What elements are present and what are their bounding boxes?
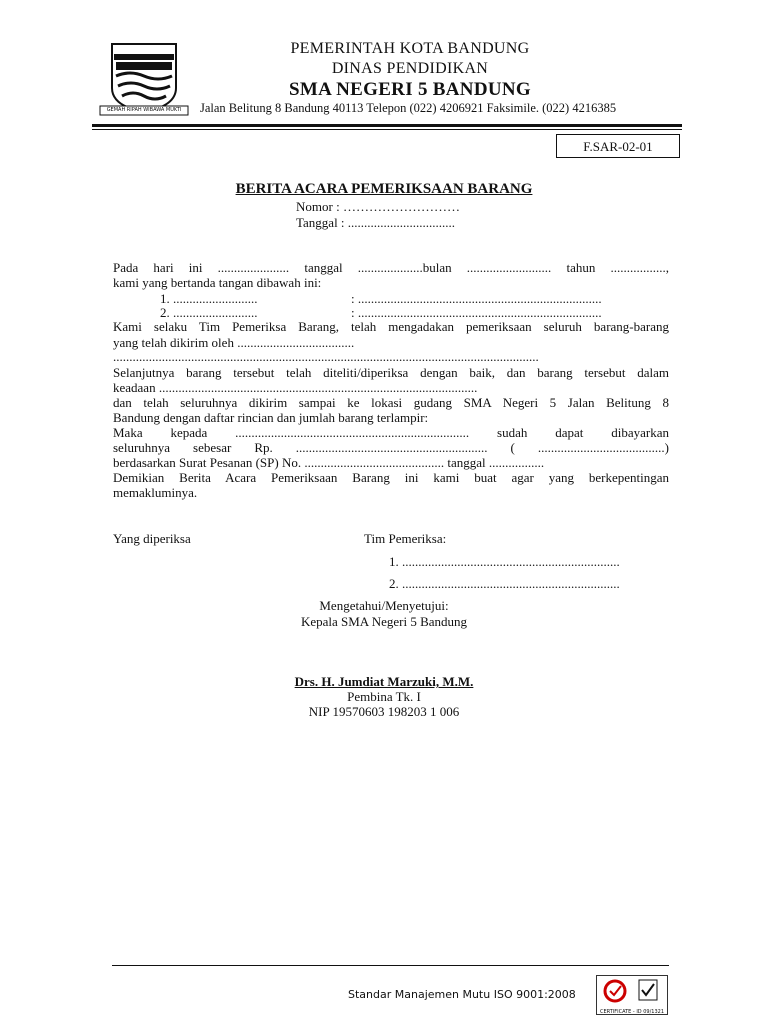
footer-rule <box>112 965 669 966</box>
nomor-line: Nomor : ……………………… <box>296 199 460 214</box>
logo-motto: GEMAH RIPAH WIBAWA MUKTI <box>106 107 182 113</box>
body-line-4: yang telah dikirim oleh .................................... <box>113 335 355 350</box>
signer-2-number: 2. .......................... <box>160 305 258 320</box>
header-government: PEMERINTAH KOTA BANDUNG <box>290 40 530 57</box>
examined-label: Yang diperiksa <box>113 531 191 546</box>
team-member-1: 1. ................................................................... <box>389 554 620 569</box>
iso-standard: Standar Manajemen Mutu ISO 9001:2008 <box>348 988 576 1001</box>
body-line-5: ................................................................................................................................... <box>113 349 539 364</box>
headmaster-title: Kepala SMA Negeri 5 Bandung <box>300 614 468 629</box>
body-line-9: Bandung dengan daftar rincian dan jumlah barang terlampir: <box>113 410 429 425</box>
body-line-8: dan telah seluruhnya dikirim sampai ke lokasi gudang SMA Negeri 5 Jalan Belitung 8 <box>113 395 669 410</box>
certificate-label: CERTIFICATE - ID 09/1321 <box>599 1009 665 1015</box>
form-code-box: F.SAR-02-01 <box>556 134 680 158</box>
team-label: Tim Pemeriksa: <box>364 531 447 546</box>
headmaster-name <box>0 674 768 690</box>
headmaster-nip: NIP 19570603 198203 1 006 <box>308 704 460 719</box>
header-department: DINAS PENDIDIKAN <box>331 60 489 77</box>
signer-1-value: : ........................................................................... <box>351 291 602 306</box>
body-line-10: Maka kepada ........................................................................ sudah dapat dibayarkan <box>113 425 669 440</box>
document-title <box>0 181 768 198</box>
team-member-2: 2. ................................................................... <box>389 576 620 591</box>
tanggal-line: Tanggal : ................................. <box>296 215 456 230</box>
body-line-11: seluruhnya sebesar Rp. ........................................................... ( .......................................) <box>113 440 669 455</box>
acknowledge-label: Mengetahui/Menyetujui: <box>319 598 449 613</box>
body-line-13: Demikian Berita Acara Pemeriksaan Barang ini kami buat agar yang berkepentingan <box>113 470 669 485</box>
body-line-12: berdasarkan Surat Pesanan (SP) No. ........................................... tanggal ................. <box>113 455 545 470</box>
body-line-7: keadaan .................................................................................................. <box>113 380 478 395</box>
body-line-1: Pada hari ini ...................... tanggal ....................bulan .......................... tahun ................., <box>113 260 669 275</box>
signer-2-value: : ........................................................................... <box>351 305 602 320</box>
headmaster-rank: Pembina Tk. I <box>347 689 421 704</box>
header-rule-thin <box>92 129 682 130</box>
document-title-text: BERITA ACARA PEMERIKSAAN BARANG <box>235 181 533 197</box>
body-line-2: kami yang bertanda tangan dibawah ini: <box>113 275 322 290</box>
body-line-6: Selanjutnya barang tersebut telah diteliti/diperiksa dengan baik, dan barang tersebut dalam <box>113 365 669 380</box>
body-line-3: Kami selaku Tim Pemeriksa Barang, telah mengadakan pemeriksaan seluruh barang-barang <box>113 319 669 334</box>
header-school: SMA NEGERI 5 BANDUNG <box>289 79 531 100</box>
signer-1-number: 1. .......................... <box>160 291 258 306</box>
header-rule-thick <box>92 124 682 127</box>
body-line-14: memakluminya. <box>113 485 198 500</box>
headmaster-name-text: Drs. H. Jumdiat Marzuki, M.M. <box>294 674 474 689</box>
header-address: Jalan Belitung 8 Bandung 40113 Telepon (022) 4206921 Faksimile. (022) 4216385 <box>200 101 617 115</box>
